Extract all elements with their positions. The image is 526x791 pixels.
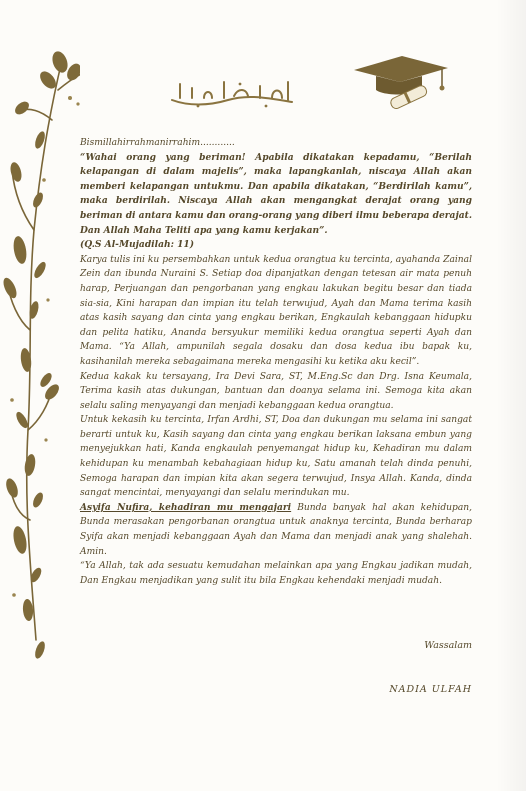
page-edge-shadow [496, 0, 526, 791]
paragraph-beloved: Untuk kekasih ku tercinta, Irfan Ardhi, ST, Doa dan dukungan mu selama ini sangat berarti untuk ku, Kasih sayang dan cinta yang engkau berikan laksana embun yang menyejukkan hati, Kanda engkaulah penyemangat hidup ku, Kehadiran mu dalam kehidupan ku menambah kebahagiaan hidup ku, Satu amanah telah dinda penuhi, Semoga harapan dan impian kita akan segera terwujud, Insya Allah. Kanda, dinda sangat mencintai, menyayangi dan selalu merindukan mu. [80, 415, 472, 499]
verse-reference: (Q.S Al-Mujadilah: 11) [80, 239, 195, 251]
graduation-cap-icon [350, 52, 450, 112]
dedication-text [80, 136, 472, 588]
paragraph-siblings: Kedua kakak ku tersayang, Ira Devi Sara, ST, M.Eng.Sc dan Drg. Isna Keumala, Terima kasih atas dukungan, bantuan dan doanya selama ini. Semoga kita akan selalu saling menyayangi dan menjadi kebanggaan kedua orangtua. [80, 371, 472, 411]
closing-wassalam: Wassalam [424, 640, 472, 651]
author-signature: NADIA ULFAH [389, 684, 472, 695]
paragraph-daughter [80, 501, 472, 559]
quran-verse: “Wahai orang yang beriman! Apabila dikatakan kepadamu, “Berilah kelapangan di dalam majelis”, maka lapangkanlah, niscaya Allah akan memberi kelapangan untukmu. Dan apabila dikatakan, “Berdirilah kamu”, maka berdirilah. Niscaya Allah akan mengangkat derajat orang yang beriman di antara kamu dan orang-orang yang diberi ilmu beberapa derajat. Dan Allah Maha Teliti apa yang kamu kerjakan”. [80, 151, 472, 236]
opening-greeting: Bismillahirrahmanirrahim............ [80, 138, 235, 148]
basmalah-calligraphy-icon [168, 76, 298, 110]
paragraph-parents: Karya tulis ini ku persembahkan untuk kedua orangtua ku tercinta, ayahanda Zainal Zein dan ibunda Nuraini S. Setiap doa dipanjatkan dengan tetesan air mata penuh harap, Perjuangan dan pengorbanan yang engkau lakukan begitu besar dan tiada sia-sia, Kini harapan dan impian itu telah terwujud, Ayah dan Mama terima kasih atas kasih sayang dan cinta yang engkau berikan, Engkaulah kebanggaan hidupku dan pelita hatiku, Ananda bersyukur memiliki kedua orangtua seperti Ayah dan Mama. “Ya Allah, ampunilah segala dosaku dan dosa kedua ibu bapak ku, kasihanilah mereka sebagaimana mereka mengasihi ku ketika aku kecil”. [80, 254, 472, 367]
floral-vine-decoration [0, 0, 80, 700]
paragraph-prayer: “Ya Allah, tak ada sesuatu kemudahan melainkan apa yang Engkau jadikan mudah, Dan Engkau menjadikan yang sulit itu bila Engkau kehendaki menjadi mudah. [80, 561, 472, 586]
daughter-name: Asyifa Nufira, kehadiran mu mengajari [80, 501, 292, 513]
daughter-message: Bunda banyak hal akan kehidupan, Bunda merasakan pengorbanan orangtua untuk anaknya tercinta, Bunda berharap Syifa akan menjadi kebanggaan Ayah dan Mama dan menjadi anak yang shalehah. Amin. [80, 502, 473, 557]
